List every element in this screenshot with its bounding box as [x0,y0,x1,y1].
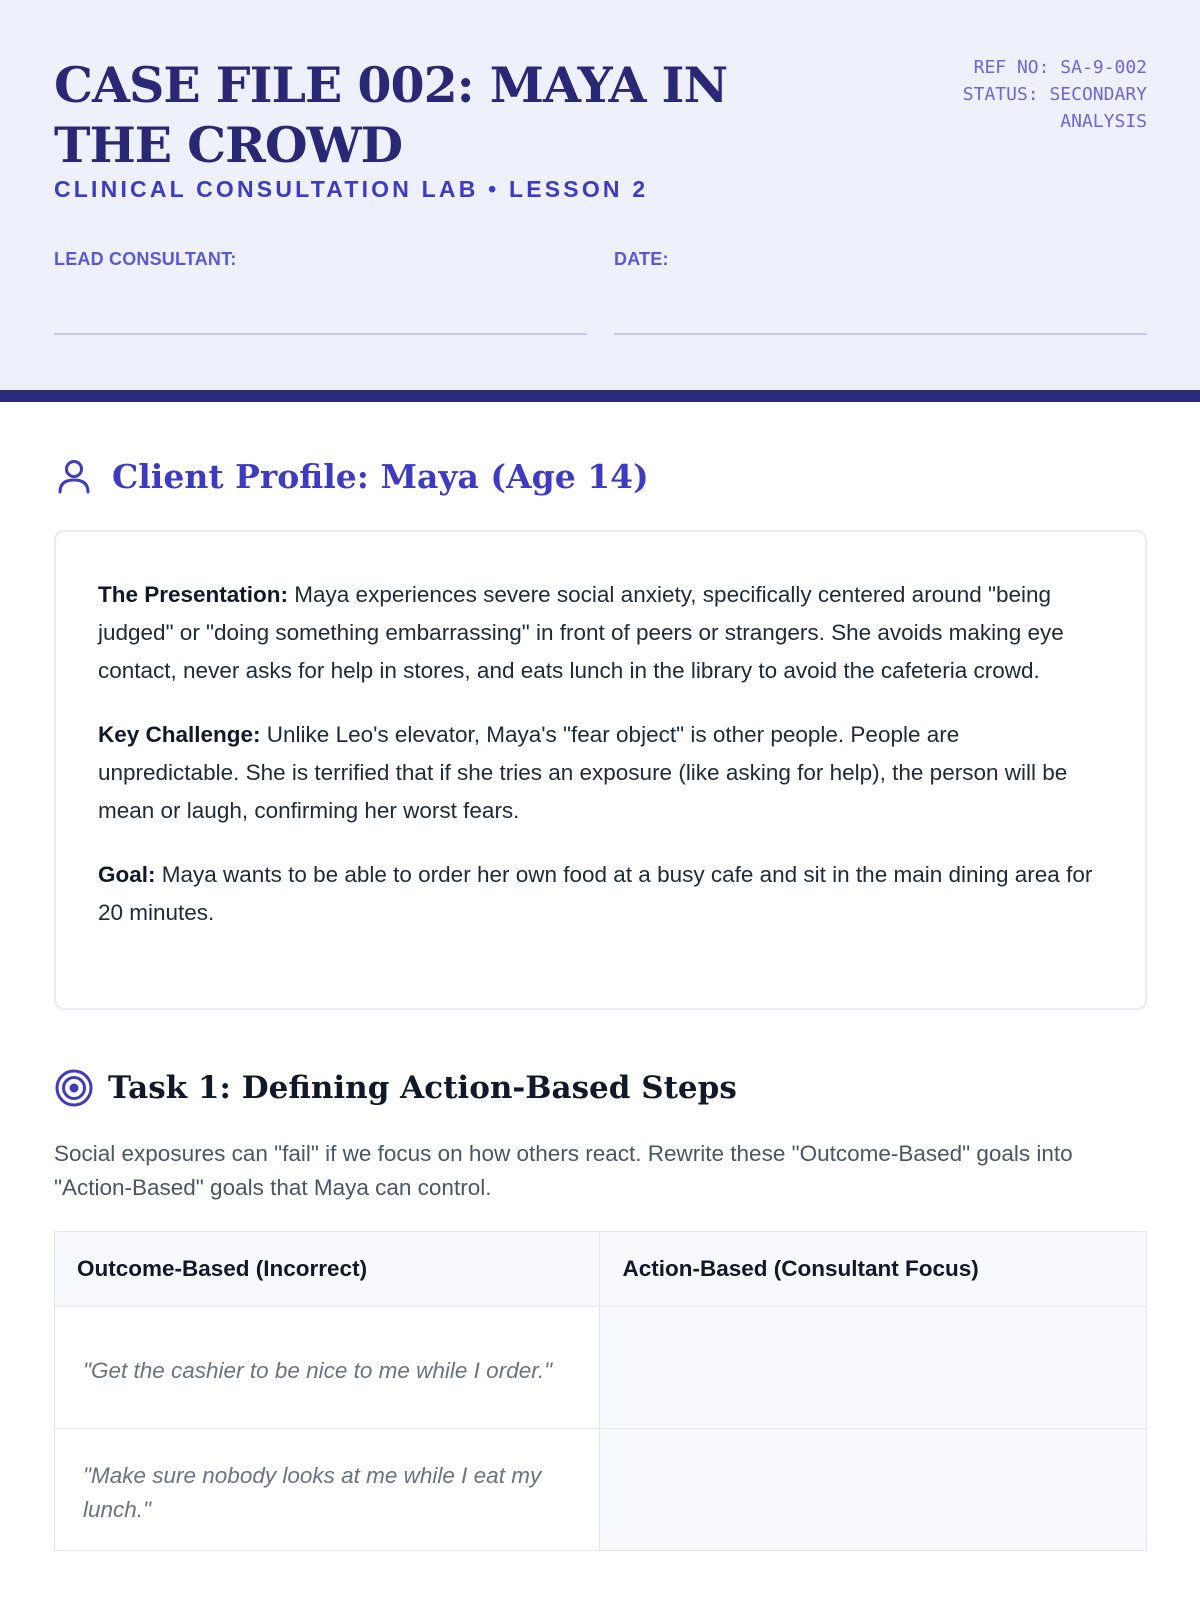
presentation-label: The Presentation: [98,582,289,607]
task1-section-header [54,1068,737,1108]
task1-intro: Social exposures can "fail" if we focus on how others react. Rewrite these "Outcome-Based" goals into "Action-Based" goals that Maya can control. [54,1141,1073,1200]
goal-paragraph [98,856,1105,932]
challenge-label: Key Challenge: [98,722,261,747]
table-header-row [55,1232,1147,1307]
challenge-paragraph [98,716,1105,830]
presentation-paragraph [98,576,1105,690]
status-line-2: ANALYSIS [1060,111,1147,132]
profile-heading: Client Profile: Maya (Age 14) [112,456,649,496]
case-title: CASE FILE 002: MAYA IN THE CROWD [54,56,728,174]
task1-heading: Task 1: Defining Action-Based Steps [108,1070,737,1106]
user-icon [54,456,94,496]
column-header-outcome: Outcome-Based (Incorrect) [55,1232,600,1307]
lead-consultant-label: LEAD CONSULTANT: [54,249,237,269]
case-subtitle: CLINICAL CONSULTATION LAB • LESSON 2 [54,176,649,202]
header-divider [0,390,1200,402]
date-label: DATE: [614,249,669,269]
action-steps-table [54,1231,1147,1551]
lead-consultant-field[interactable] [54,333,587,335]
column-header-action: Action-Based (Consultant Focus) [600,1232,1147,1307]
status-line-1: STATUS: SECONDARY [962,84,1147,105]
action-answer-cell[interactable] [600,1429,1147,1551]
table-row [55,1429,1147,1551]
date-field[interactable] [614,333,1147,335]
outcome-cell: "Make sure nobody looks at me while I eat my lunch." [55,1429,600,1551]
goal-text: Maya wants to be able to order her own food at a busy cafe and sit in the main dining area for 20 minutes. [98,862,1093,925]
profile-section-header [54,456,649,496]
action-answer-cell[interactable] [600,1307,1147,1429]
profile-card [54,530,1147,1010]
goal-label: Goal: [98,862,156,887]
presentation-text: Maya experiences severe social anxiety, specifically centered around "being judged" or "doing something embarrassing" in front of peers or strangers. She avoids making eye contact, never asks for help in stores, and eats lunch in the library to avoid the cafeteria crowd. [98,582,1064,683]
reference-block [887,54,1147,135]
ref-number: REF NO: SA-9-002 [973,57,1147,78]
outcome-cell: "Get the cashier to be nice to me while I order." [55,1307,600,1429]
case-header [0,0,1200,390]
target-icon [54,1068,94,1108]
table-row [55,1307,1147,1429]
challenge-text: Unlike Leo's elevator, Maya's "fear object" is other people. People are unpredictable. She is terrified that if she tries an exposure (like asking for help), the person will be mean or laugh, confirming her worst fears. [98,722,1068,823]
